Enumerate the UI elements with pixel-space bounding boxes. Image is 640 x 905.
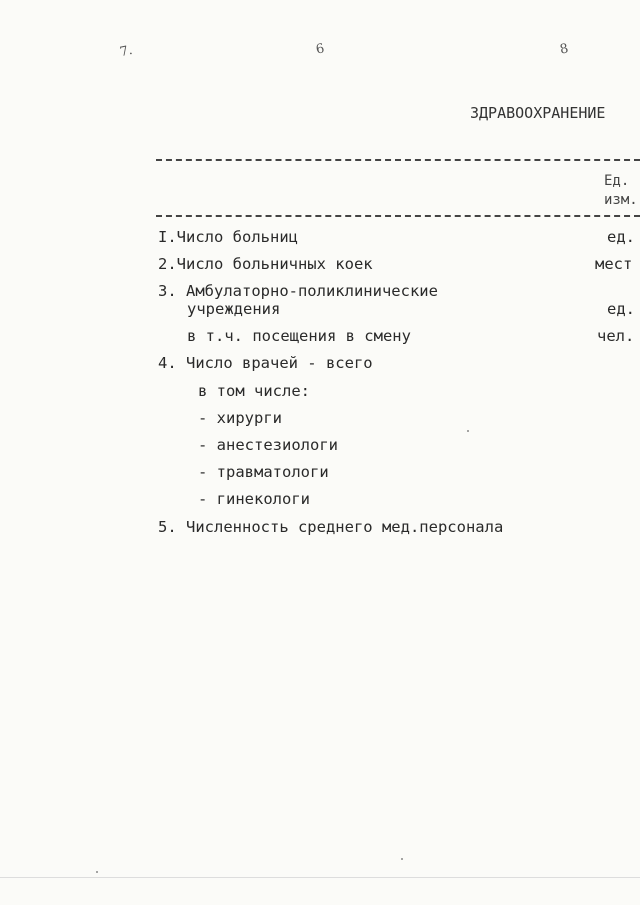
scan-speck	[467, 430, 469, 432]
table-row-label: 4. Число врачей - всего	[158, 354, 373, 372]
table-top-rule	[156, 159, 640, 161]
scan-speck	[401, 858, 403, 860]
unit-header-line: изм.	[604, 192, 638, 208]
table-row-label: учреждения	[187, 300, 281, 318]
table-row-unit: мест	[595, 255, 633, 273]
scan-speck	[96, 871, 98, 873]
table-row-label: 5. Численность среднего мед.персонала	[158, 518, 504, 536]
page-title: ЗДРАВООХРАНЕНИЕ	[470, 104, 606, 122]
handwritten-mark: 7.	[118, 42, 134, 61]
table-row-label: - гинекологи	[198, 490, 310, 508]
table-row-unit: ед.	[607, 228, 635, 246]
table-row-label: в том числе:	[198, 382, 310, 400]
unit-header-line: Ед.	[604, 173, 630, 189]
table-row-label: - анестезиологи	[198, 436, 338, 454]
table-row-label: в т.ч. посещения в смену	[187, 327, 411, 345]
table-row-unit: ед.	[607, 300, 635, 318]
table-row-label: 2.Число больничных коек	[158, 255, 373, 273]
scan-edge-line	[0, 877, 640, 878]
handwritten-mark: 6	[314, 41, 326, 58]
handwritten-mark: 8	[558, 41, 570, 58]
table-row-label: I.Число больниц	[158, 228, 298, 246]
table-row-unit: чел.	[597, 327, 635, 345]
table-header-rule	[156, 215, 640, 217]
table-row-label: - травматологи	[198, 463, 329, 481]
table-row-label: - хирурги	[198, 409, 282, 427]
unit-column-header	[604, 172, 638, 210]
table-row-label: 3. Амбулаторно-поликлинические	[158, 282, 438, 300]
